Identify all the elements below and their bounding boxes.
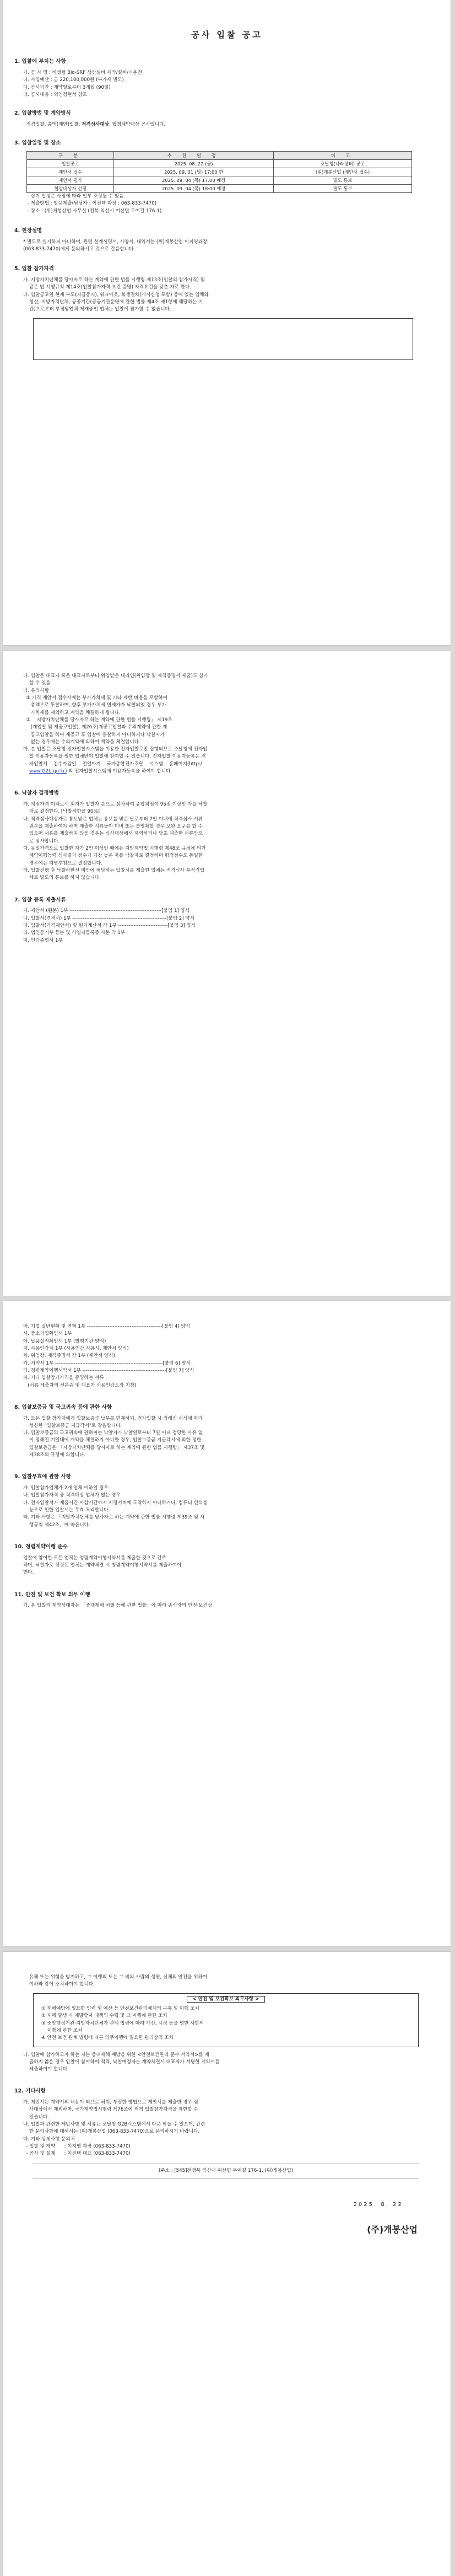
text-line: 능으로 인한 입찰서는 무효 처리합니다. [23, 1507, 110, 1514]
section-1 [3, 58, 451, 99]
notice-box [33, 318, 413, 360]
text-line: (서류 제출자의 신분증 및 대표자 사용인감도장 지참) [23, 1382, 137, 1388]
text-span: · 적겸입찰, 총액(제안)입찰, [23, 121, 82, 127]
text-line: 가. 지방자치단체를 당사자로 하는 계약에 관한 법률 시행령 제13조(입찰의 참가자격) 및 [23, 277, 205, 283]
company-name: (주)개봉산업 [367, 2224, 418, 2235]
section-heading: 3. 입찰일정 및 장소 [14, 140, 61, 147]
table-cell: 제안서 평가 [27, 176, 114, 184]
section-heading: 1. 입찰에 부치는 사항 [14, 58, 66, 65]
text-line: 가. 본 입찰의 계약상대자는 「중대재해 처벌 등에 관한 법률」에 따라 종사자의 안전·보건상 [23, 1603, 213, 1609]
text-line: 나. 사업예산 : 금 220,100,000원 (부가세 별도) [23, 77, 124, 83]
text-line: 가. 공 사 명 : 비생형 Bio-SRF 생산설비 제작/설치/시운전 [23, 69, 142, 76]
text-line: 로 심사합니다. [23, 838, 60, 844]
table-header-cell: 구 분 [27, 151, 114, 159]
text-line: 찰 이용자등록을 필한 업체만이 입찰에 참여할 수 있습니다. 전자입찰 이용자등록은 전 [23, 754, 206, 760]
text-line: 성신한 "입찰보증금 지급각서"로 갈음합니다. [23, 1423, 122, 1429]
text-line: 이 정해진 기일내에 계약을 체결하지 아니한 경우, 입찰보증금 지급각서에 의한 정한 [23, 1437, 202, 1443]
text-line: 이하와 같이 조치하여야 합니다. [23, 1982, 95, 1988]
document-title: 공사 입찰 공고 [191, 30, 263, 40]
text-line: 체로 별도의 통보를 하지 않습니다. [23, 875, 101, 881]
text-line: 마. 인감증명서 1부 [23, 937, 63, 943]
table-header-cell: 추 진 일 정 [114, 151, 274, 159]
text-line: 없는 경우에는 수의계약에 의하여 계약을 체결합니다. [23, 739, 140, 745]
notice-date: 2025. 8. 22. [353, 2201, 407, 2208]
text-line: 다. 공사기간 : 계약일로부터 3개월 (90일) [23, 84, 111, 90]
table-cell: (위)개봉산업 (제안서 접수) [274, 168, 412, 176]
text-line: 라. 입찰진행 후 낙찰하한선 미만에 해당하는 입찰서를 제출한 업체는 적격심사 부적격업 [23, 867, 204, 873]
text-line: 라. 유의사항 [23, 688, 49, 694]
address-line: (주소 : [545]전쟁북 익산시 여산면 두여길 176-1, (위)개봉산업) [33, 2164, 419, 2178]
text-line: 제출하여야 합니다. [23, 2067, 69, 2073]
text-line: ② 「지방자치단체를 당사자로 하는 계약에 관한 법률 시행령」 제19조 [23, 717, 172, 723]
text-line: 관)으로부터 부정당업체 제재중인 업체는 입찰에 참가할 수 없습니다. [23, 307, 171, 313]
text-line: - 상기 일정은 사정에 따라 일부 조정될 수 있음. [28, 193, 126, 199]
text-line: 나. 입찰공고일 현재 부도(지급중지), 워크아웃, 회생절차(개시신청 포함) 중에 있는 업체와 [23, 292, 209, 298]
text-line: - 제출방법 : 방문제출(담당자 : 이진택 과장 : 063-833-7470) [28, 201, 157, 207]
page-4 [3, 1952, 451, 2576]
text-line: 할 수 있음. [23, 680, 52, 686]
schedule-table [26, 151, 412, 193]
section-10 [3, 1543, 451, 1577]
text-line: 출하지 않은 경우 입찰에 참여하여 적격, 낙찰예정자는 계약체결시 대표자가 서명한 서약서를 [23, 2059, 220, 2065]
text-line: 원본을 제출하여야 하며 제출한 서류들이 미비 또는 불명확할 경우 보완 요구를 할 수 [23, 824, 203, 830]
text-line: 계약이행능력 심사결과 점수가 가장 높은 자를 낙찰자로 결정하며 평점점수도 동일한 [23, 853, 203, 859]
text-line [23, 121, 429, 128]
table-cell: 별도 통보 [274, 176, 412, 184]
text-line: 한다. [23, 1570, 34, 1576]
table-row [27, 159, 412, 168]
text-line: 라. 법인등기부 등본 및 사업자등록증 사본 각 1부 [23, 930, 126, 936]
text-line: (재입찰 및 재공고입찰), 제26조(재공고입찰과 수의계약에 관한 제 [23, 724, 167, 731]
section-heading: 9. 입찰무효에 관한 사항 [14, 1474, 71, 1480]
text-line: - 공사 및 설계 : 이진택 대표 (063-833-7470) [23, 2151, 131, 2157]
text-line: 입찰에 참여한 모든 업체는 청렴계약이행서약서를 제출한 것으로 간주 [23, 1555, 166, 1561]
section-heading: 5. 입찰 참가자격 [14, 266, 54, 272]
section-11 [3, 1591, 451, 1610]
text-line: 아. 납품실적확인서 1부 (발행기관 양식) [23, 1338, 106, 1344]
text-line: 다. 동일가격으로 입찰한 자가 2인 이상인 때에는 지방계약법 시행령 제48조 규정에 의거 [23, 845, 206, 851]
section-5 [3, 265, 451, 359]
section-heading: 8. 입찰보증금 및 국고귀속 등에 관한 사항 [14, 1404, 112, 1410]
section-heading: 11. 안전 및 보건 확보 의무 이행 [14, 1591, 90, 1598]
table-cell: 2025. 09. 04 (목) 18:00 예정 [114, 184, 274, 192]
text-line: 사. 중소기업확인서 1부 [23, 1331, 72, 1337]
section-heading: 4. 현장설명 [14, 227, 42, 234]
section-9 [3, 1473, 451, 1529]
text-line: 자. 사용인감계 1부 (사용인감 사용시, 제안서 양식) [23, 1345, 129, 1351]
list-item: ③ 중앙행정기관·지방자치단체가 관계 법령에 따라 개선, 시정 등을 명한 사항의 [41, 2020, 204, 2026]
text-line: 마. 본 입찰은 조달청 전자입찰시스템을 이용한 전자입찰로만 집행되므로 조달청에 전자입 [23, 747, 208, 753]
text-line: 행규칙 제42조」에 따릅니다. [23, 1522, 90, 1528]
text-line: 제38조의 규정에 의합니다. [23, 1452, 86, 1458]
text-line: 다. 입찰은 대표자 혹은 대표자로부터 위임받은 대리인(위임장 및 재직증명서 제출)도 참가 [23, 673, 208, 679]
text-line: 있으며 서류를 제출하지 않을 경우는 심사대상에서 제외하거나 당초 제출한 서류만으 [23, 831, 203, 837]
list-item: 이행에 관한 조치 [41, 2027, 83, 2033]
text-line: 차. 위임장, 재직증명서 각 1부 (제안서 양식) [23, 1353, 115, 1359]
section-7-cont [3, 1323, 451, 1389]
list-item: ④ 안전·보건 관계 법령에 따른 의무이행에 필요한 관리상의 조치 [41, 2035, 174, 2041]
section-8 [3, 1404, 451, 1459]
text-line: 공고입찰을 하여 제공고 후 입찰에 응찰하지 아니하거나 낙찰자가 [23, 732, 165, 738]
text-line: 가. 제안서는 계약서의 내용이 되므로 허위, 부정한 방법으로 제안서를 제출한 경우 심 [23, 2100, 198, 2106]
box-title-text: < 안전 및 보건확보 의무사항 > [187, 1996, 266, 2003]
text-line: 다. 기타 상세사항 문의처 [23, 2136, 75, 2142]
box-title [39, 1996, 413, 2003]
text-line: 입찰보증금은 「지방자치단체를 당사자로 하는 계약에 관한 법률 시행령」 제37조 및 [23, 1445, 205, 1451]
table-cell: 2025. 08. 22 (금) [114, 159, 274, 168]
table-cell: 제안서 접수 [27, 168, 114, 176]
text-line: 다. 전자입찰서가 제출시간 마감시간까지 지정서버에 도착하지 아니하거나, 컴퓨터 인식불 [23, 1500, 208, 1506]
text-line: 바. 기업 실반현황 및 연혁 1부 --------------------------------------------[붙임 4] 양식 [23, 1324, 191, 1329]
text-span: 의 전자입찰시스템에 이용자등록을 하여야 합니다. [68, 769, 172, 775]
text-line: 나. 입찰참가자격 중 적격대상 업체가 없는 경우 [23, 1493, 121, 1499]
table-cell: 협상대상자 선정 [27, 184, 114, 192]
table-header-cell: 비 고 [274, 151, 412, 159]
list-item: ② 재해 발생 시 재발방지 대책의 수립 및 그 이행에 관한 조치 [41, 2013, 167, 2019]
section-heading: 2. 입찰방법 및 계약방식 [14, 110, 71, 117]
page-2 [3, 651, 451, 1296]
text-line: 있습니다. [23, 2114, 49, 2120]
table-cell: 2025. 09. 01 (월) 17:00 한 [114, 168, 274, 176]
text-line: 유해 또는 위험을 방지하고, 그 이행의 또는 그 밖의 사람의 생명, 신체의 안전을 위하여 [23, 1974, 208, 1980]
text-line: 청산, 지방자치단체, 공공기관(공공기관운영에 관한 법률 제4조 제1항에 해당하는 기 [23, 299, 203, 305]
text-line: 경우에는 지명추첨으로 결정합니다. [23, 860, 102, 866]
section-heading: 7. 입찰 등록 제출서류 [14, 897, 66, 903]
table-cell: 별도 통보 [274, 184, 412, 192]
text-line: 가치세를 제외하고 계약을 체결하게 됩니다. [23, 710, 121, 716]
text-line: 총액으로 투찰하며, 향후 부가가치세 면제가가 낙찰되었 경우 부가 [23, 702, 166, 709]
section-4 [3, 227, 451, 253]
text-line: 가. 입찰참가업체가 2개 업체 이하일 경우 [23, 1485, 109, 1491]
text-line: 나. 입찰보증금의 국고귀속에 관하여는 낙찰자가 낙찰일로부터 7일 이내 정당한 사유 없 [23, 1430, 203, 1436]
text-line: (063-833-7470)에게 문의하시고 것으로 갈음합니다. [23, 246, 136, 252]
text-line: 타. 청렴계약이행서약서 1부 -------------------------------------------------[붙임 7] 양식 [23, 1367, 194, 1373]
text-line: 파. 기타 입찰참가자격을 증명하는 서류 [23, 1375, 104, 1381]
section-7 [3, 897, 451, 944]
text-line: 다. 입찰서(가격제안서) 및 원가계산서 각 1부 -----------------------------[붙임 3] 양식 [23, 922, 196, 929]
section-6 [3, 790, 451, 882]
section-12 [3, 2087, 451, 2178]
text-line: 자로 결정한다. [낙찰하한율 90%] [23, 809, 100, 815]
safety-duty-box [33, 1993, 419, 2047]
text-line: 나. 입찰과 관련한 제반사항 및 서류는 조달청 G2B시스템에서 다운 받을 수 있으며, 관련 [23, 2122, 205, 2128]
section-11-cont [3, 1974, 451, 2073]
page-1 [3, 0, 451, 645]
text-line: 자입찰서 접수마감일 전일까지 국가종합전자조달 시스템 홈페이지(http:/ [23, 761, 202, 767]
text-line: - 입찰 및 계약 : 이지영 과장 (063-833-7470) [23, 2144, 131, 2150]
text-line: 나. 입찰에 참가하고자 하는 자는 중대재해 예방을 위한 <안전보건관리 준수 서약서>를 제 [23, 2052, 209, 2058]
table-cell: 입찰공고 [27, 159, 114, 168]
text-line: 한 문의사항에 대해서는 (위)개봉산업 (063-833-7470)으로 문의하시기 바랍니다. [23, 2129, 200, 2135]
page-3 [3, 1301, 451, 1946]
table-cell: 2025. 09. 04 (목) 17:00 예정 [114, 176, 274, 184]
text-line: 사대상에서 제외하며, 국가계약법시행령 제76조에 의거 입찰참가자격을 제한할 수 [23, 2107, 198, 2113]
list-item: ① 재해예방에 필요한 인력 및 예산 등 안전보건관리체계의 구축 및 이행 조치 [41, 2005, 199, 2011]
g2b-link[interactable]: www.G2b.go.kr) [29, 769, 67, 775]
text-line: 나. 입찰서(견적서) 1부 -------------------------------------------------------[붙임 2] 양식 [23, 915, 194, 921]
table-cell: 조달청(나라장터) 공고 [274, 159, 412, 168]
text-span: , 협쟁계약대상 공사입니다. [109, 121, 166, 127]
table-row [27, 184, 412, 192]
text-line: 나. 적격심사대상자로 통보받은 업체는 통보를 받은 날로부터 7일 이내에 적격심사 서류 [23, 816, 203, 822]
table-row [27, 176, 412, 184]
section-3 [3, 139, 451, 215]
text-line: 하며, 낙찰자로 선정된 업체는 계약체결 시 청렴계약이행서약서를 제출하여야 [23, 1563, 182, 1569]
table-row [27, 168, 412, 176]
section-heading: 12. 기타사항 [14, 2088, 46, 2095]
text-line [23, 768, 429, 775]
section-2 [3, 110, 451, 128]
text-line: 라. 공사내용 : 외인정현서 참조 [23, 92, 88, 98]
section-heading: 10. 청렴계약이행 준수 [14, 1544, 68, 1550]
bold-text: 적격심사대상 [82, 121, 109, 127]
text-line: ① 가격 제안서 접수시에는 부가가치세 및 기타 제반 비용을 포함하여 [23, 695, 167, 701]
section-heading: 6. 낙찰자 결정방법 [14, 790, 59, 797]
text-line: 카. 서약서 1부 ---------------------------------------------------------------[붙임 6] 양식 [23, 1360, 191, 1366]
text-line: 라. 기타 사항은 「지방자치단체를 당사자로 하는 계약에 관한 법률 시행령 제39조 및 시 [23, 1515, 204, 1521]
text-line: 같은 법 시행규칙 제14조(입찰참가자격 요건 증명) 자격요건을 갖춘 자로 한다. [23, 285, 191, 291]
text-line: 가. 모든 입찰 참가자에게 입찰보증금 납부를 면제하되, 전자입찰 시 정해진 서식에 따라 [23, 1415, 203, 1421]
text-line: 가. 예정가격 이하로서 최저가 입찰자 순으로 심사하여 종합평점이 95점 이상인 자를 낙찰 [23, 802, 208, 808]
text-line: 가. 제안서 (원본) 1부 ------------------------------------------------------[붙임 1] 양식 [23, 908, 190, 914]
text-line: - 장소 : (위)개봉산업 사무실 (전북 익산시 여산면 두여길 176-1) [28, 208, 162, 214]
text-line: * 별도로 실시하지 아니하며, 관련 설계설명서, 사양서, 내역서는 (위)개봉산업 이지영과장 [23, 239, 208, 245]
section-5-cont [3, 673, 451, 775]
table-header-row [27, 151, 412, 159]
